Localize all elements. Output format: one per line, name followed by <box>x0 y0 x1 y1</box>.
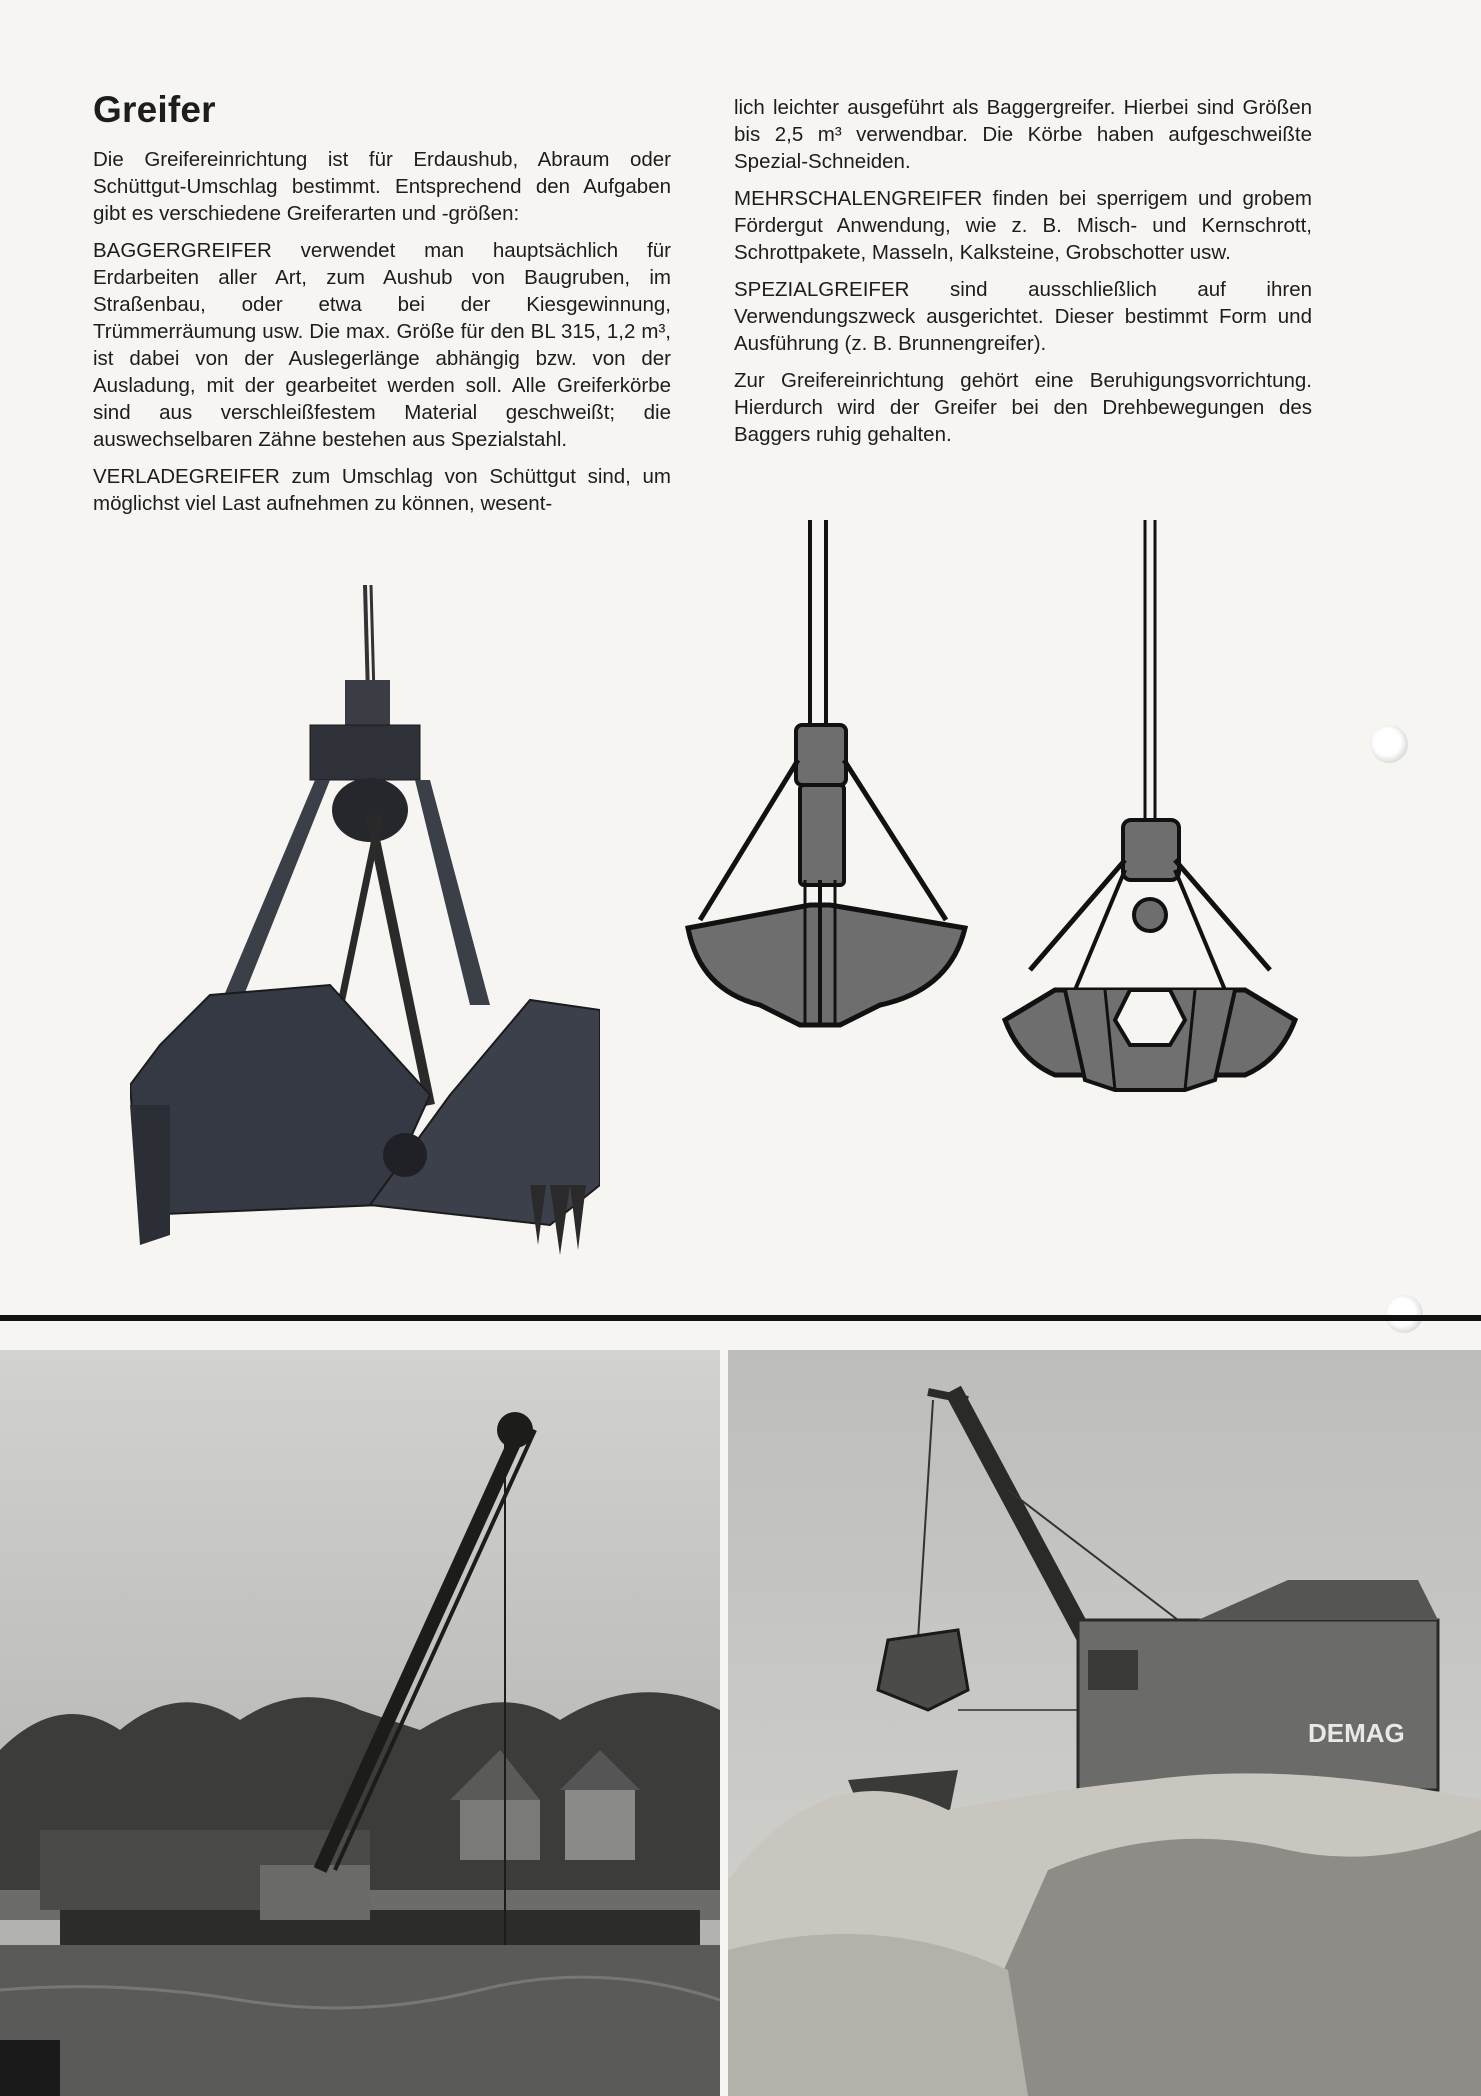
page-heading: Greifer <box>93 89 216 130</box>
demag-excavator-photo <box>728 1350 1481 2096</box>
verladegreifer-continued-paragraph: lich leichter ausgeführt als Baggergreifer. Hierbei sind Größen bis 2,5 m³ verwendbar. Die Körbe haben aufgeschweißte Spezial-Schneiden. <box>734 96 1312 173</box>
sand-pit-scene-illustration <box>728 1350 1481 2096</box>
multi-shell-grab-illustration <box>995 520 1305 1095</box>
punch-hole-lower <box>1385 1295 1423 1333</box>
verladegreifer-drawing <box>680 520 980 1030</box>
mehrschalengreifer-drawing <box>995 520 1305 1095</box>
right-text-column <box>734 94 1312 458</box>
harbour-scene-illustration <box>0 1350 720 2096</box>
punch-hole-upper <box>1370 725 1408 763</box>
verladegreifer-paragraph: VERLADEGREIFER zum Umschlag von Schüttgut sind, um möglichst viel Last aufnehmen zu können, wesent- <box>93 465 671 515</box>
intro-paragraph: Die Greifereinrichtung ist für Erdaushub, Abraum oder Schüttgut-Umschlag bestimmt. Entsprechend den Aufgaben gibt es verschiedene Greiferarten und -größen: <box>93 148 671 225</box>
baggergreifer-illustration <box>130 585 600 1255</box>
two-shell-grab-illustration <box>680 520 980 1030</box>
baggergreifer-photo <box>130 585 600 1255</box>
demag-brand-label: DEMAG <box>1308 1718 1405 1748</box>
beruhigung-paragraph: Zur Greifereinrichtung gehört eine Beruhigungsvorrichtung. Hierdurch wird der Greifer bei den Drehbewegungen des Baggers ruhig gehalten. <box>734 369 1312 446</box>
mehrschalengreifer-paragraph: MEHRSCHALENGREIFER finden bei sperrigem und grobem Fördergut Anwendung, wie z. B. Misch- und Kernschrott, Schrottpakete, Masseln, Kalksteine, Grobschotter usw. <box>734 187 1312 264</box>
left-text-column <box>93 90 671 527</box>
section-divider <box>0 1315 1481 1321</box>
spezialgreifer-paragraph: SPEZIALGREIFER sind ausschließlich auf ihren Verwendungszweck ausgerichtet. Dieser bestimmt Form und Ausführung (z. B. Brunnengreifer). <box>734 278 1312 355</box>
harbour-excavator-photo <box>0 1350 720 2096</box>
baggergreifer-paragraph: BAGGERGREIFER verwendet man hauptsächlich für Erdarbeiten aller Art, zum Aushub von Baugruben, im Straßenbau, oder etwa bei der Kiesgewinnung, Trümmerräumung usw. Die max. Größe für den BL 315, 1,2 m³, ist dabei von der Auslegerlänge abhängig bzw. von der Ausladung, mit der gearbeitet werden soll. Alle Greiferkörbe sind aus verschleißfestem Material geschweißt; die auswechselbaren Zähne bestehen aus Spezialstahl. <box>93 239 671 451</box>
